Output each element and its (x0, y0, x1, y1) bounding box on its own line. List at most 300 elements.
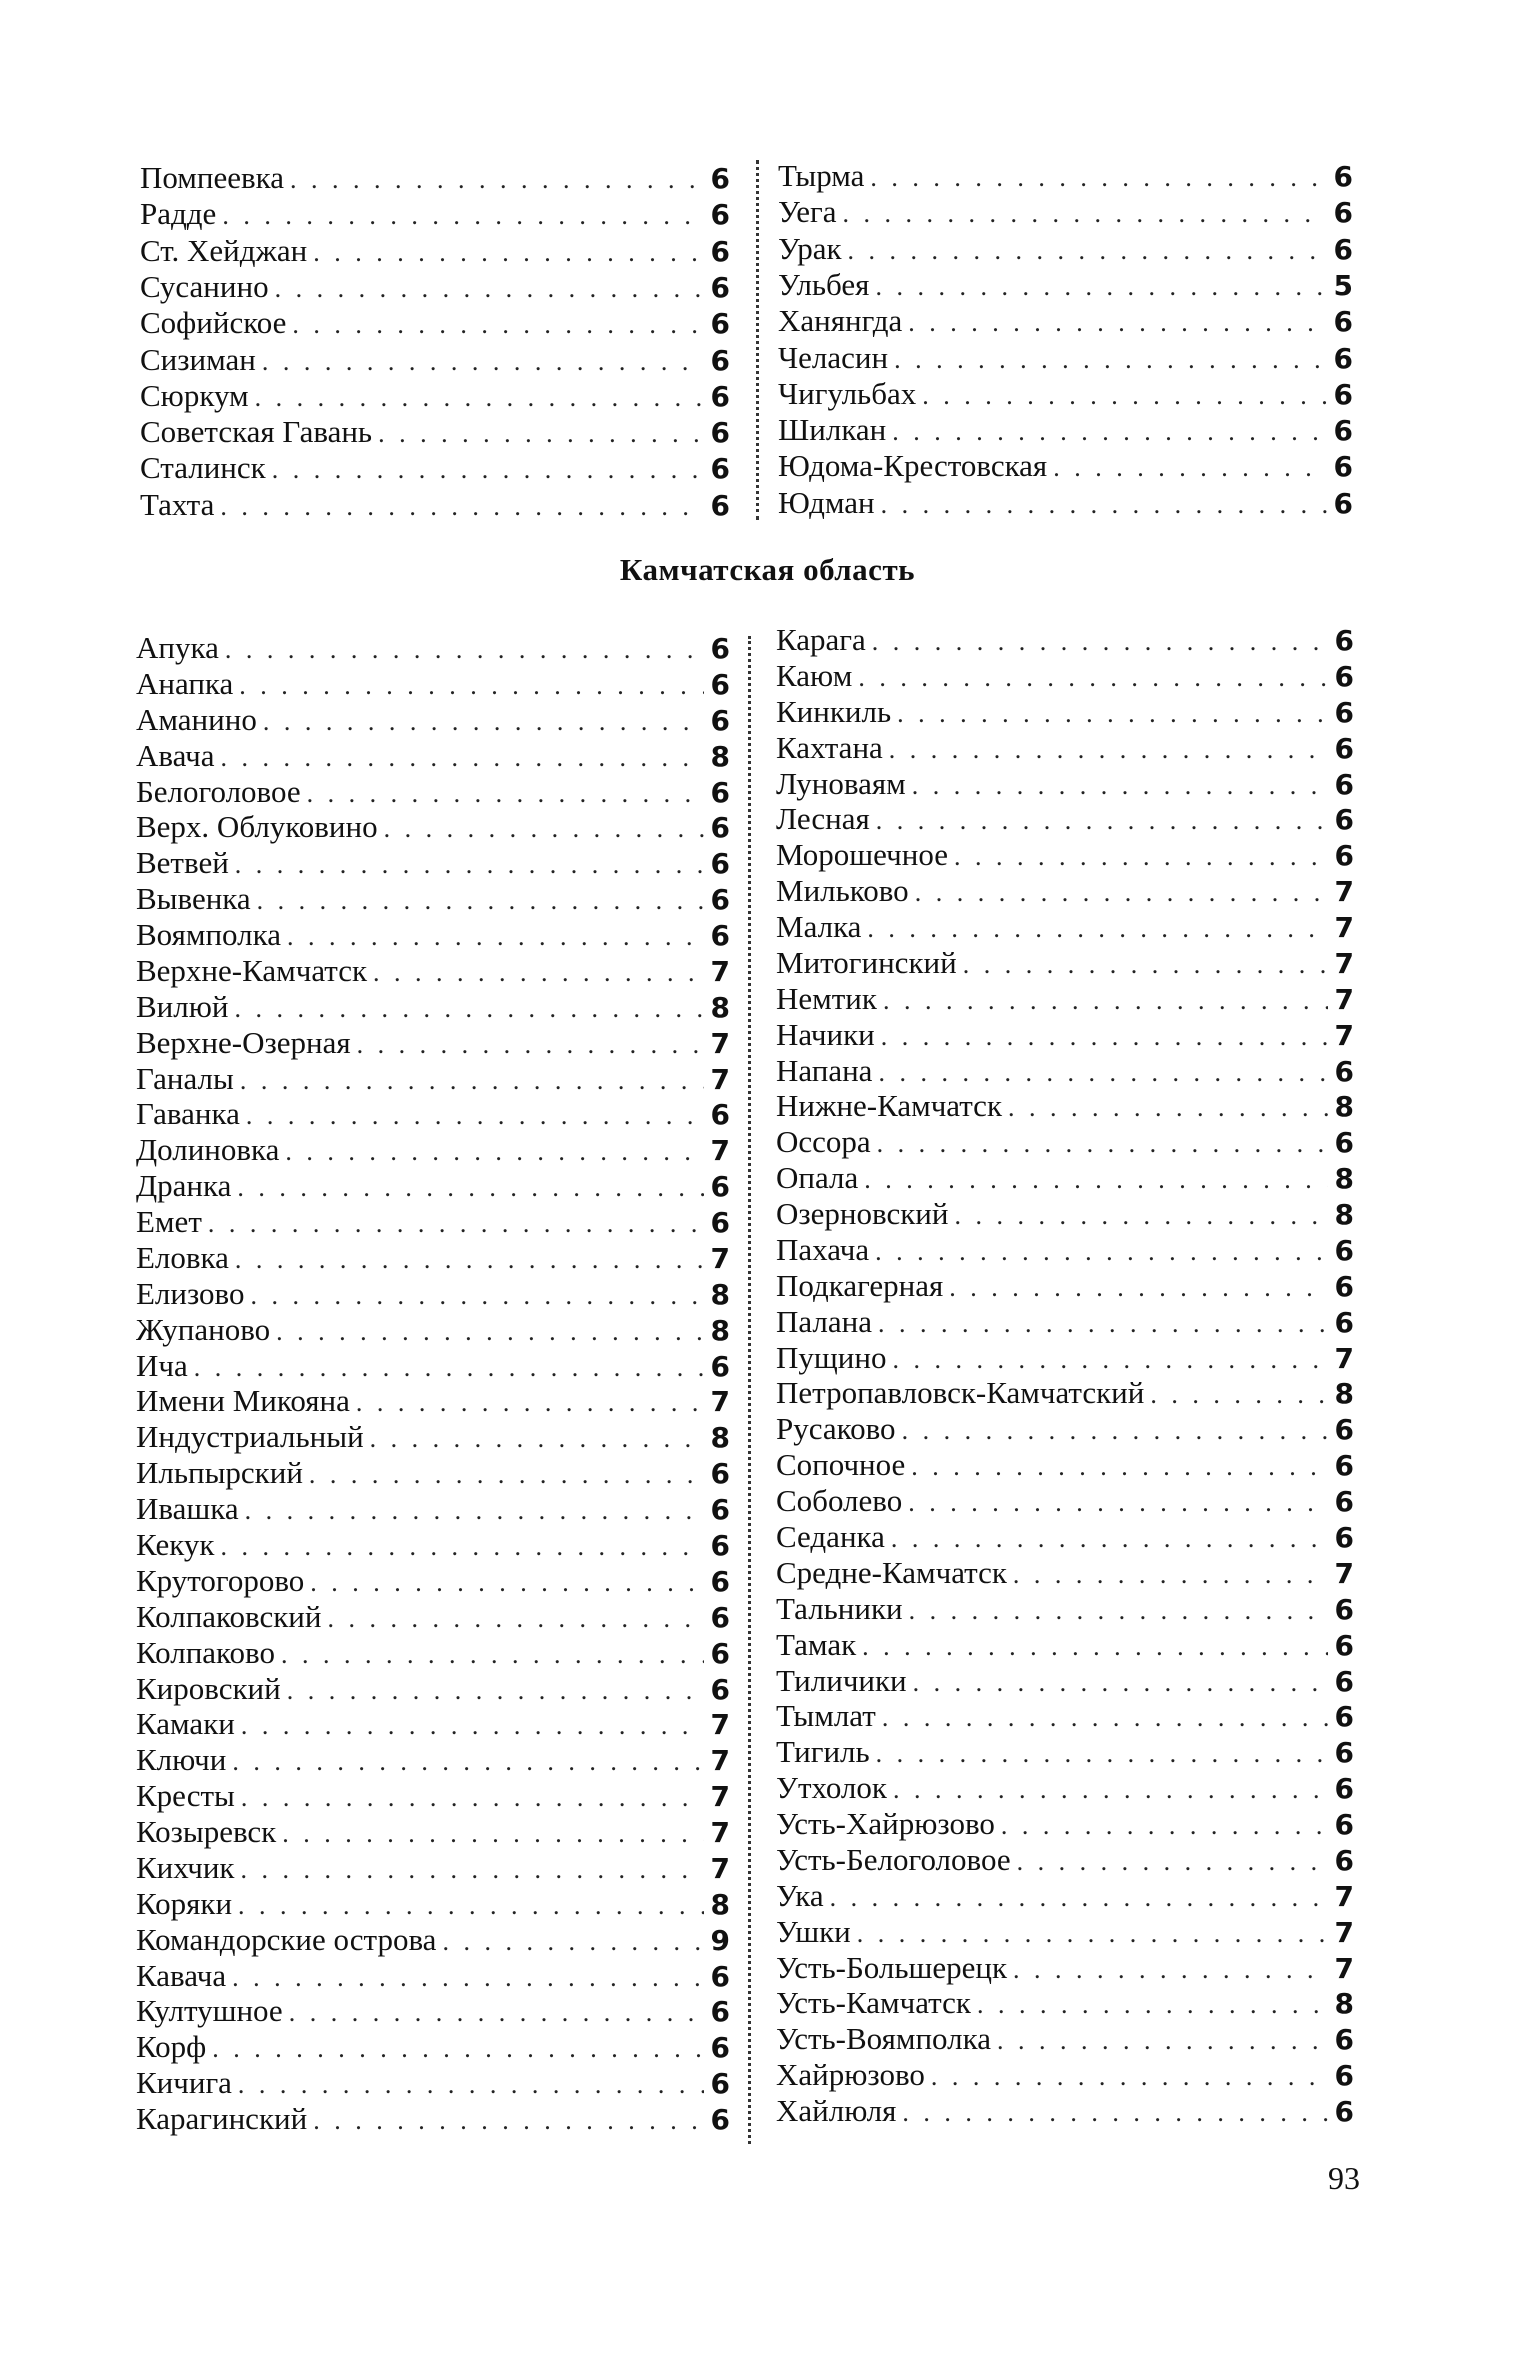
place-value: 6 (1333, 486, 1353, 520)
list-item (136, 2065, 730, 2101)
dot-leader (239, 1493, 704, 1529)
place-name: Озерновский (776, 1196, 949, 1232)
place-name: Тамак (776, 1626, 857, 1662)
place-name: Коряки (136, 1885, 233, 1921)
place-name: Кинкиль (776, 693, 892, 729)
list-item (778, 340, 1353, 376)
place-name: Пахача (776, 1231, 870, 1267)
place-name: Нижне-Камчатск (776, 1088, 1003, 1124)
place-name: Средне-Камчатск (776, 1554, 1007, 1590)
dot-leader (824, 1880, 1328, 1916)
list-item (776, 1340, 1354, 1376)
dot-leader (276, 1816, 704, 1852)
place-name: Помпеевка (140, 160, 285, 195)
list-item (778, 412, 1353, 448)
place-name: Култушное (136, 1993, 283, 2029)
list-item (776, 1124, 1354, 1160)
list-item (776, 1878, 1354, 1914)
place-name: Усть-Воямполка (776, 2021, 991, 2057)
dot-leader (229, 1242, 704, 1278)
dot-leader (870, 803, 1328, 839)
list-item (136, 1706, 730, 1742)
dot-leader (1144, 1377, 1328, 1413)
place-value: 6 (1334, 767, 1354, 801)
list-item (776, 1555, 1354, 1591)
place-value: 6 (1334, 1233, 1354, 1267)
dot-leader (872, 1055, 1328, 1091)
dot-leader (869, 1234, 1328, 1270)
dot-leader (887, 1772, 1328, 1808)
place-value: 7 (710, 1744, 730, 1778)
list-item (776, 1519, 1354, 1555)
place-value: 7 (1334, 1915, 1354, 1949)
dot-leader (270, 1314, 704, 1350)
place-value: 6 (1334, 1521, 1354, 1554)
list-item (136, 1563, 730, 1599)
column-divider (748, 636, 751, 2144)
place-value: 6 (1334, 1126, 1354, 1160)
place-name: Ключи (136, 1742, 227, 1778)
place-value: 6 (1334, 1664, 1354, 1698)
dot-leader (925, 2059, 1328, 2095)
place-name: Лесная (776, 801, 870, 837)
dot-leader (858, 1162, 1328, 1198)
list-item (136, 1419, 730, 1455)
place-value: 6 (710, 703, 730, 737)
place-value: 6 (710, 416, 730, 450)
place-value: 7 (710, 1816, 730, 1850)
list-item (776, 1770, 1354, 1806)
place-value: 6 (1334, 624, 1354, 657)
list-item (776, 1088, 1354, 1124)
place-value: 6 (710, 488, 730, 522)
list-item (136, 1886, 730, 1922)
place-value: 6 (1334, 1305, 1354, 1339)
place-name: Усть-Большерецк (776, 1949, 1008, 1985)
list-item (136, 2101, 730, 2137)
dot-leader (902, 1485, 1328, 1521)
dot-leader (245, 1278, 705, 1314)
list-item (136, 1922, 730, 1958)
dot-leader (883, 732, 1328, 768)
place-value: 6 (1334, 1772, 1354, 1806)
dot-leader (188, 1350, 704, 1386)
dot-leader (885, 1521, 1328, 1557)
place-name: Хайрюзово (776, 2057, 925, 2093)
place-value: 6 (1333, 414, 1353, 448)
dot-leader (240, 1098, 704, 1134)
place-value: 6 (1333, 450, 1353, 484)
dot-leader (875, 1019, 1328, 1055)
place-name: Верхне-Камчатск (136, 952, 368, 988)
place-value: 7 (1334, 1951, 1354, 1985)
dot-leader (257, 704, 704, 740)
place-value: 6 (710, 883, 730, 917)
list-item (776, 2057, 1354, 2093)
place-name: Усть-Хайрюзово (776, 1806, 995, 1842)
place-value: 6 (1334, 1449, 1354, 1483)
list-item (778, 485, 1353, 521)
place-name: Малка (776, 909, 862, 945)
place-name: Жупаново (136, 1311, 271, 1347)
place-name: Тырма (778, 158, 865, 193)
dot-leader (234, 1852, 704, 1888)
place-value: 8 (1334, 1377, 1354, 1411)
place-value: 6 (1334, 839, 1354, 873)
dot-leader (364, 1421, 704, 1457)
place-name: Подкагерная (776, 1267, 944, 1303)
place-value: 6 (710, 1600, 730, 1634)
list-item (776, 1734, 1354, 1770)
list-item (136, 1455, 730, 1491)
place-value: 6 (710, 1170, 730, 1204)
list-item (776, 2021, 1354, 2057)
list-item (136, 1599, 730, 1635)
place-name: Имени Микояна (136, 1383, 350, 1419)
place-value: 6 (710, 1995, 730, 2029)
place-value: 8 (1334, 1090, 1354, 1124)
place-name: Ульбея (778, 266, 870, 302)
place-value: 7 (1334, 1341, 1354, 1375)
place-value: 8 (710, 990, 730, 1024)
place-name: Верхне-Озерная (136, 1024, 351, 1060)
place-value: 5 (1333, 268, 1353, 302)
place-name: Радде (140, 196, 217, 232)
place-name: Кахтана (776, 729, 883, 765)
place-name: Ильпырский (136, 1455, 303, 1491)
dot-leader (367, 955, 704, 991)
list-item (776, 1842, 1354, 1878)
place-name: Гаванка (136, 1096, 240, 1132)
place-name: Сюркум (140, 377, 249, 413)
dot-leader (304, 1565, 704, 1601)
place-value: 6 (1334, 1808, 1354, 1842)
list-item (140, 233, 730, 269)
dot-leader (216, 198, 704, 234)
place-value: 6 (710, 811, 730, 845)
place-name: Опала (776, 1160, 859, 1196)
list-item (776, 801, 1354, 837)
list-item (776, 2093, 1354, 2129)
list-item (776, 837, 1354, 873)
dot-leader (870, 1736, 1328, 1772)
dot-leader (842, 233, 1327, 269)
dot-leader (251, 883, 704, 919)
place-value: 6 (1334, 659, 1354, 693)
place-name: Луноваям (776, 765, 906, 801)
list-item (136, 1635, 730, 1671)
place-name: Ука (776, 1877, 824, 1913)
list-item (140, 342, 730, 378)
place-name: Юдома-Крестовская (778, 448, 1048, 484)
list-item (776, 1447, 1354, 1483)
place-value: 6 (1334, 2059, 1354, 2093)
place-name: Сусанино (140, 268, 269, 304)
place-value: 7 (1334, 911, 1354, 945)
list-item (136, 881, 730, 917)
dot-leader (214, 1529, 704, 1565)
place-value: 8 (710, 739, 730, 773)
dot-leader (869, 269, 1327, 305)
dot-leader (226, 1744, 704, 1780)
list-item (136, 1993, 730, 2029)
list-item (778, 231, 1353, 267)
place-value: 6 (710, 1206, 730, 1240)
place-value: 6 (1334, 695, 1354, 729)
list-item (776, 1232, 1354, 1268)
list-item (136, 1958, 730, 1994)
list-item (136, 1312, 730, 1348)
place-name: Тахта (140, 486, 215, 522)
place-name: Тиличики (776, 1662, 907, 1698)
section-heading: Камчатская область (619, 552, 916, 587)
place-name: Елизово (136, 1275, 245, 1311)
place-name: Карага (776, 622, 866, 657)
place-value: 6 (710, 307, 730, 341)
place-value: 6 (710, 1529, 730, 1562)
dot-leader (896, 1413, 1328, 1449)
list-item (140, 160, 730, 196)
dot-leader (229, 847, 704, 883)
list-item (136, 1383, 730, 1419)
dot-leader (851, 1916, 1328, 1952)
place-value: 6 (710, 234, 730, 268)
place-name: Козыревск (136, 1814, 277, 1850)
dot-leader (266, 452, 704, 488)
list-item (140, 414, 730, 450)
list-item (776, 1053, 1354, 1089)
list-item (776, 622, 1354, 658)
dot-leader (219, 632, 704, 668)
place-value: 6 (1334, 1628, 1354, 1662)
list-item (776, 1806, 1354, 1842)
place-value: 6 (1334, 2023, 1354, 2057)
list-item (776, 1698, 1354, 1734)
dot-leader (303, 1457, 704, 1493)
dot-leader (1007, 1557, 1328, 1593)
place-value: 6 (1334, 1736, 1354, 1770)
place-value: 7 (1334, 982, 1354, 1016)
list-item (776, 1914, 1354, 1950)
place-name: Софийское (140, 305, 287, 341)
place-value: 6 (710, 198, 730, 232)
dot-leader (1011, 1844, 1328, 1880)
place-name: Русаково (776, 1411, 896, 1447)
place-name: Индустриальный (136, 1419, 364, 1455)
dot-leader (231, 1170, 704, 1206)
list-item (776, 1160, 1354, 1196)
place-value: 6 (1334, 2095, 1354, 2129)
dot-leader (307, 235, 704, 271)
list-item (776, 1627, 1354, 1663)
dot-leader (905, 1449, 1328, 1485)
place-name: Ст. Хейджан (140, 232, 308, 268)
place-value: 6 (710, 2103, 730, 2137)
dot-leader (202, 1206, 704, 1242)
dot-leader (235, 1780, 704, 1816)
list-item (778, 448, 1353, 484)
dot-leader (214, 489, 704, 525)
dot-leader (836, 196, 1327, 232)
place-value: 6 (710, 2067, 730, 2101)
place-name: Морошечное (776, 837, 948, 873)
list-item (776, 730, 1354, 766)
place-value: 7 (710, 954, 730, 988)
list-item (136, 1778, 730, 1814)
list-item (776, 909, 1354, 945)
dot-leader (864, 160, 1327, 196)
dot-leader (888, 342, 1327, 378)
place-name: Утхолок (776, 1770, 887, 1806)
place-value: 8 (1334, 1198, 1354, 1232)
list-item (136, 845, 730, 881)
place-value: 6 (710, 632, 730, 665)
place-value: 7 (710, 1385, 730, 1419)
place-value: 8 (710, 1313, 730, 1347)
place-name: Емет (136, 1204, 202, 1240)
place-value: 7 (710, 1026, 730, 1060)
place-name: Чигульбах (778, 375, 917, 411)
place-value: 6 (710, 1959, 730, 1993)
place-name: Ветвей (136, 845, 229, 881)
dot-leader (279, 1134, 704, 1170)
list-item (140, 269, 730, 305)
place-name: Уега (778, 194, 837, 230)
place-name: Камаки (136, 1706, 235, 1742)
dot-leader (856, 1629, 1328, 1665)
place-value: 7 (710, 1708, 730, 1742)
dot-leader (948, 1198, 1328, 1234)
dot-leader (1007, 1952, 1328, 1988)
place-value: 6 (1334, 1269, 1354, 1303)
dot-leader (436, 1924, 704, 1960)
dot-leader (232, 1888, 704, 1924)
place-value: 6 (1334, 1843, 1354, 1877)
dot-leader (322, 1601, 705, 1637)
place-name: Авача (136, 737, 215, 773)
place-name: Апука (136, 630, 219, 665)
list-item (776, 1483, 1354, 1519)
list-item (136, 1742, 730, 1778)
place-value: 7 (710, 1062, 730, 1096)
place-name: Седанка (776, 1519, 885, 1554)
place-name: Ивашка (136, 1491, 239, 1527)
list-item (136, 774, 730, 810)
dot-leader (877, 983, 1328, 1019)
list-item (776, 1663, 1354, 1699)
dot-leader (891, 696, 1328, 732)
place-name: Ича (136, 1347, 188, 1383)
place-name: Ушки (776, 1913, 851, 1949)
list-item (140, 487, 730, 523)
place-name: Белоголовое (136, 773, 301, 809)
place-value: 6 (1333, 305, 1353, 339)
place-name: Кекук (136, 1527, 215, 1562)
place-value: 6 (710, 1349, 730, 1383)
list-item (776, 1985, 1354, 2021)
dot-leader (229, 991, 705, 1027)
place-name: Юдман (778, 484, 875, 520)
place-name: Карагинский (136, 2101, 308, 2137)
dot-leader (876, 1700, 1328, 1736)
place-name: Кихчик (136, 1849, 235, 1885)
place-value: 7 (710, 1851, 730, 1885)
place-value: 8 (1334, 1987, 1354, 2021)
place-name: Верх. Облуковино (136, 809, 378, 845)
place-value: 7 (1334, 1556, 1354, 1590)
list-item (136, 702, 730, 738)
list-item (136, 1204, 730, 1240)
place-name: Челасин (778, 339, 889, 375)
place-value: 6 (1334, 1413, 1354, 1447)
place-name: Вывенка (136, 881, 251, 917)
list-item (778, 376, 1353, 412)
dot-leader (206, 2031, 704, 2067)
dot-leader (350, 1385, 704, 1421)
place-value: 6 (710, 1636, 730, 1670)
place-name: Крутогорово (136, 1562, 305, 1598)
place-value: 7 (1334, 875, 1354, 909)
list-item (776, 1017, 1354, 1053)
dot-leader (214, 740, 704, 776)
dot-leader (896, 2095, 1328, 2131)
dot-leader (351, 1027, 704, 1063)
list-item (136, 1240, 730, 1276)
list-item (136, 953, 730, 989)
list-item (136, 1061, 730, 1097)
list-item (136, 630, 730, 666)
dot-leader (284, 162, 704, 198)
list-item (136, 1025, 730, 1061)
dot-leader (971, 1987, 1328, 2023)
list-item (136, 1348, 730, 1384)
dot-leader (909, 875, 1328, 911)
dot-leader (852, 660, 1328, 696)
list-item (136, 1276, 730, 1312)
place-name: Тымлат (776, 1698, 876, 1734)
dot-leader (957, 947, 1328, 983)
dot-leader (275, 1637, 704, 1673)
list-item (140, 450, 730, 486)
place-value: 6 (710, 667, 730, 701)
dot-leader (301, 776, 704, 812)
dot-leader (948, 839, 1328, 875)
list-item (136, 989, 730, 1025)
dot-leader (249, 380, 704, 416)
place-value: 6 (1334, 731, 1354, 765)
place-value: 6 (1333, 232, 1353, 266)
list-item (778, 303, 1353, 339)
place-name: Начики (776, 1016, 875, 1052)
list-item (776, 873, 1354, 909)
place-name: Ханянгда (778, 303, 903, 339)
place-value: 6 (710, 452, 730, 486)
dot-leader (991, 2023, 1328, 2059)
list-item (776, 1268, 1354, 1304)
dot-leader (234, 1063, 704, 1099)
list-item (776, 945, 1354, 981)
place-value: 6 (710, 1098, 730, 1132)
page-number: 93 (1328, 2160, 1360, 2196)
dot-leader (283, 1995, 704, 2031)
place-value: 6 (710, 270, 730, 304)
place-value: 6 (710, 1564, 730, 1598)
place-value: 6 (710, 1672, 730, 1706)
place-value: 6 (710, 847, 730, 881)
place-name: Мильково (776, 873, 909, 909)
place-name: Корф (136, 2029, 207, 2065)
place-value: 8 (710, 1277, 730, 1311)
